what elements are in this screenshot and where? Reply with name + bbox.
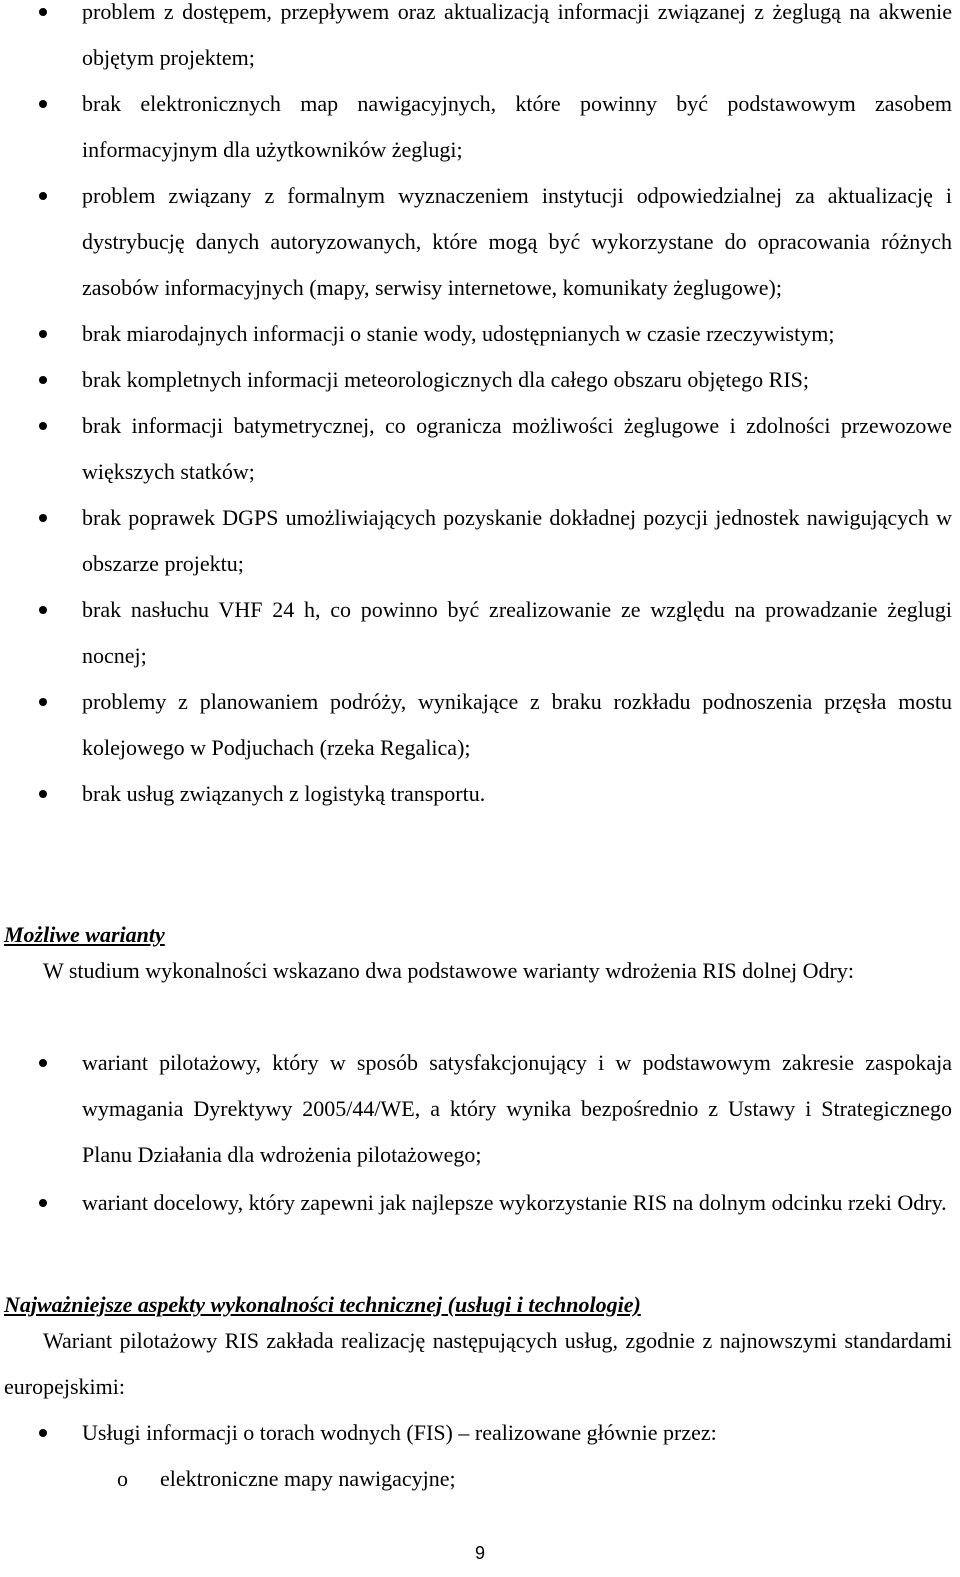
bullet-icon [39, 1429, 47, 1437]
aspects-heading: Najważniejsze aspekty wykonalności technicznej (usługi i technologie) [4, 1292, 641, 1317]
bullet-icon [39, 376, 47, 384]
bullet-icon [39, 514, 47, 522]
variants-intro: W studium wykonalności wskazano dwa podstawowe warianty wdrożenia RIS dolnej Odry: [43, 958, 854, 983]
service-item: Usługi informacji o torach wodnych (FIS) – realizowane głównie przez: [0, 1410, 960, 1456]
problem-item: problem związany z formalnym wyznaczeniem instytucji odpowiedzialnej za aktualizację i dystrybucję danych autoryzowanych, które mogą być wykorzystane do opracowania różnych zasobów informacyjnych (mapy, serwisy internetowe, komunikaty żeglugowe); [0, 173, 960, 311]
problem-item: problem z dostępem, przepływem oraz aktualizacją informacji związanej z żeglugą na akwenie objętym projektem; [0, 0, 960, 81]
problem-item: brak elektronicznych map nawigacyjnych, które powinny być podstawowym zasobem informacyjnym dla użytkowników żeglugi; [0, 81, 960, 173]
problem-item: brak poprawek DGPS umożliwiających pozyskanie dokładnej pozycji jednostek nawigujących w obszarze projektu; [0, 495, 960, 587]
aspects-intro: Wariant pilotażowy RIS zakłada realizację następujących usług, zgodnie z najnowszymi standardami europejskimi: [4, 1328, 952, 1399]
problem-item: brak nasłuchu VHF 24 h, co powinno być zrealizowanie ze względu na prowadzanie żeglugi nocnej; [0, 587, 960, 679]
variant-item: wariant docelowy, który zapewni jak najlepsze wykorzystanie RIS na dolnym odcinku rzeki Odry. [0, 1180, 960, 1226]
problem-item: brak miarodajnych informacji o stanie wody, udostępnianych w czasie rzeczywistym; [0, 311, 960, 357]
bullet-icon [39, 100, 47, 108]
sub-bullet-marker: o [117, 1466, 128, 1491]
bullet-icon [39, 1199, 47, 1207]
variant-item: wariant pilotażowy, który w sposób satysfakcjonujący i w podstawowym zakresie zaspokaja wymagania Dyrektywy 2005/44/WE, a który wynika bezpośrednio z Ustawy i Strategicznego Planu Działania dla wdrożenia pilotażowego; [0, 1040, 960, 1178]
bullet-icon [39, 1059, 47, 1067]
variants-heading: Możliwe warianty [4, 922, 165, 947]
bullet-icon [39, 698, 47, 706]
bullet-icon [39, 192, 47, 200]
sub-services-list [0, 1456, 960, 1502]
problem-item: problemy z planowaniem podróży, wynikające z braku rozkładu podnoszenia przęsła mostu kolejowego w Podjuchach (rzeka Regalica); [0, 679, 960, 771]
bullet-icon [39, 606, 47, 614]
page-number: 9 [474, 1543, 485, 1563]
variants-list [0, 1040, 960, 1226]
sub-service-item: o elektroniczne mapy nawigacyjne; [0, 1456, 960, 1502]
bullet-icon [39, 8, 47, 16]
bullet-icon [39, 330, 47, 338]
problem-item: brak informacji batymetrycznej, co ogranicza możliwości żeglugowe i zdolności przewozowe większych statków; [0, 403, 960, 495]
bullet-icon [39, 422, 47, 430]
bullet-icon [39, 790, 47, 798]
problem-item: brak usług związanych z logistyką transportu. [0, 771, 960, 817]
problem-item: brak kompletnych informacji meteorologicznych dla całego obszaru objętego RIS; [0, 357, 960, 403]
services-list [0, 1410, 960, 1456]
